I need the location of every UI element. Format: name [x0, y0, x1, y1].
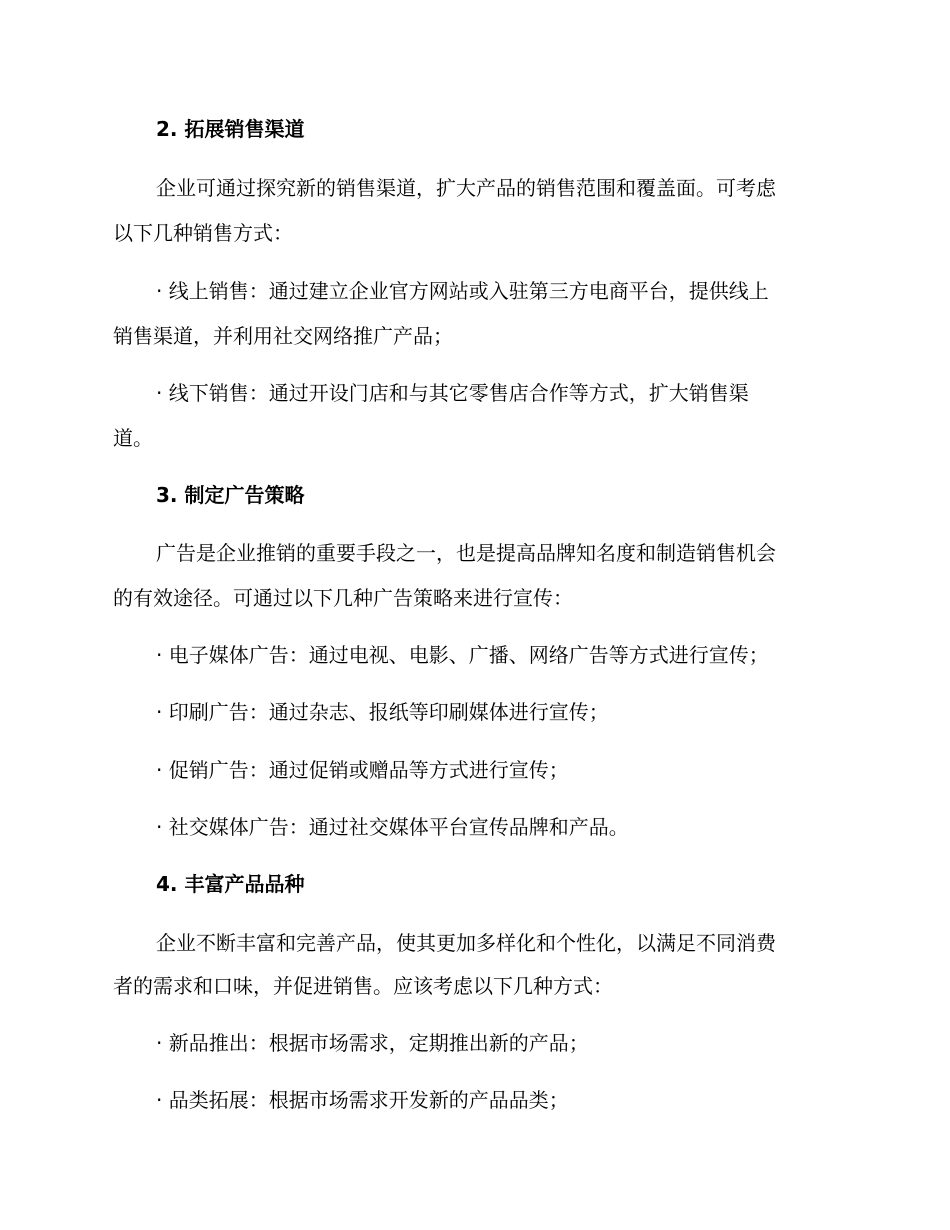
bullet-line: 销售渠道，并利用社交网络推广产品； — [113, 324, 453, 348]
paragraph-line: 企业不断丰富和完善产品，使其更加多样化和个性化，以满足不同消费 — [156, 931, 776, 955]
bullet-line: 道。 — [113, 426, 153, 450]
paragraph-line: 广告是企业推销的重要手段之一，也是提高品牌知名度和制造销售机会 — [156, 541, 776, 565]
section-heading: 2. 拓展销售渠道 — [156, 117, 305, 141]
paragraph-line: 企业可通过探究新的销售渠道，扩大产品的销售范围和覆盖面。可考虑 — [156, 176, 776, 200]
bullet-line: · 新品推出：根据市场需求，定期推出新的产品； — [156, 1031, 589, 1055]
paragraph-line: 以下几种销售方式： — [113, 221, 293, 245]
bullet-line: · 社交媒体广告：通过社交媒体平台宣传品牌和产品。 — [156, 815, 629, 839]
bullet-line: · 线上销售：通过建立企业官方网站或入驻第三方电商平台，提供线上 — [156, 279, 769, 303]
bullet-line: · 品类拓展：根据市场需求开发新的产品品类； — [156, 1088, 569, 1112]
paragraph-line: 者的需求和口味，并促进销售。应该考虑以下几种方式： — [113, 974, 613, 998]
bullet-line: · 线下销售：通过开设门店和与其它零售店合作等方式，扩大销售渠 — [156, 381, 749, 405]
section-heading: 3. 制定广告策略 — [156, 483, 305, 507]
paragraph-line: 的有效途径。可通过以下几种广告策略来进行宣传： — [113, 586, 573, 610]
bullet-line: · 印刷广告：通过杂志、报纸等印刷媒体进行宣传； — [156, 700, 609, 724]
bullet-line: · 促销广告：通过促销或赠品等方式进行宣传； — [156, 758, 569, 782]
bullet-line: · 电子媒体广告：通过电视、电影、广播、网络广告等方式进行宣传； — [156, 643, 769, 667]
section-heading: 4. 丰富产品品种 — [156, 872, 305, 896]
